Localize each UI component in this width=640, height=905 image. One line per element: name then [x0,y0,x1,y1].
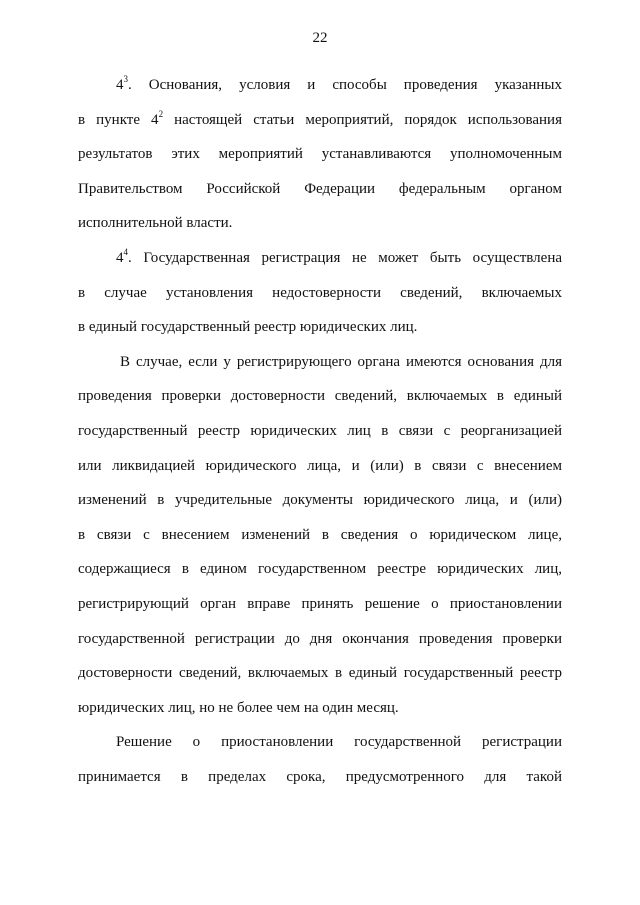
text-line [78,241,562,276]
text-line: исполнительной власти. [78,215,233,232]
page-number: 22 [312,30,328,46]
text-line: в единый государственный реестр юридических лиц. [78,319,418,336]
line-text: . Основания, условия и способы проведения указанных [128,77,562,93]
text-line: в связи с внесением изменений в сведения о юридическом лице, [78,526,562,543]
line-text: 4 [116,77,124,93]
line-text: 4 [116,249,124,266]
text-line: содержащиеся в едином государственном реестре юридических лиц, [78,561,562,578]
text-line: государственной регистрации до дня окончания проведения проверки [78,630,562,647]
text-line: Правительством Российской Федерации федеральным органом [78,180,562,197]
paragraph-decision [78,725,562,794]
document-body [78,68,562,794]
line-text: в пункте 4 [78,111,159,128]
text-line: результатов этих мероприятий устанавливаются уполномоченным [78,146,562,163]
text-line: юридических лиц, но не более чем на один месяц. [78,699,399,716]
paragraph-4-4 [78,241,562,345]
paragraph-4-3 [78,68,562,241]
text-line: в случае установления недостоверности сведений, включаемых [78,284,562,301]
text-line: изменений в учредительные документы юридического лица, и (или) [78,492,562,509]
text-line: проведения проверки достоверности сведений, включаемых в единый [78,388,562,405]
line-text: настоящей статьи мероприятий, порядок использования [163,111,562,128]
superscript: 2 [158,108,164,119]
text-line: принимается в пределах срока, предусмотренного для такой [78,768,562,785]
text-line: В случае, если у регистрирующего органа имеются основания для [120,353,562,370]
text-line [78,103,562,138]
paragraph-case [78,345,562,726]
text-line: или ликвидацией юридического лица, и (или) в связи с внесением [78,457,562,474]
superscript: 3 [123,74,128,84]
text-line: государственный реестр юридических лиц в связи с реорганизацией [78,422,562,439]
text-line: достоверности сведений, включаемых в единый государственный реестр [78,665,562,682]
superscript: 4 [123,246,128,257]
line-text: . Государственная регистрация не может быть осуществлена [128,249,562,266]
text-line [78,68,562,103]
text-line: регистрирующий орган вправе принять решение о приостановлении [78,595,562,612]
text-line: Решение о приостановлении государственной регистрации [116,734,562,751]
